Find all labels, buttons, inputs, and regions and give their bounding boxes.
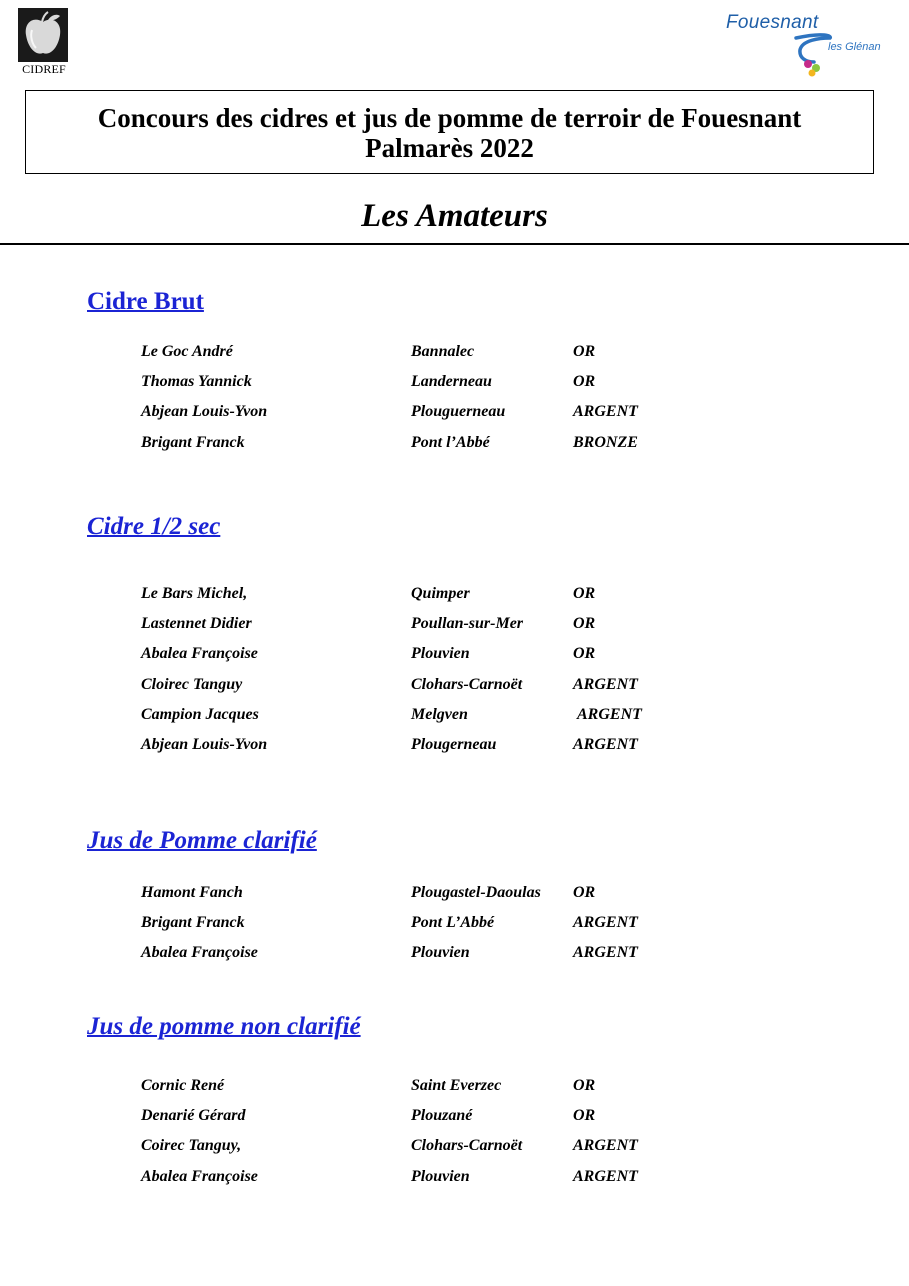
section-title: Cidre 1/2 sec (87, 513, 221, 540)
entry-award: ARGENT (573, 1137, 638, 1155)
entry-town: Plouzané (411, 1107, 473, 1125)
entry-name: Abalea Françoise (141, 645, 258, 663)
entry-town: Plouvien (411, 1167, 470, 1185)
entry-town: Clohars-Carnoët (411, 675, 523, 693)
section-title: Jus de pomme non clarifié (87, 1013, 361, 1040)
section-cidre-demi-sec (87, 512, 887, 753)
page-title: Concours des cidres et jus de pomme de terroir de Fouesnant (97, 103, 802, 133)
entry-award: OR (573, 645, 596, 663)
entry-award: OR (573, 585, 596, 602)
glenan-label: les Glénan (828, 41, 881, 53)
entry-award: ARGENT (573, 944, 638, 962)
entry-town: Melgven (411, 705, 468, 723)
entry-name: Brigant Franck (141, 914, 245, 932)
page-year: Palmarès 2022 (365, 133, 534, 163)
section-jus-clarifie (87, 826, 887, 962)
page-subtitle: Les Amateurs (361, 198, 548, 234)
entry-name: Cloirec Tanguy (141, 675, 243, 693)
entry-town: Poullan-sur-Mer (411, 615, 524, 633)
entry-name: Denarié Gérard (141, 1107, 246, 1125)
fouesnant-logo (724, 12, 904, 78)
divider (0, 243, 909, 245)
entry-name: Coirec Tanguy, (141, 1137, 242, 1155)
entry-name: Le Bars Michel, (141, 585, 248, 602)
entry-award: ARGENT (573, 1167, 638, 1185)
entry-name: Hamont Fanch (141, 884, 243, 901)
entry-town: Bannalec (411, 343, 475, 360)
entry-town: Clohars-Carnoët (411, 1137, 523, 1155)
entry-name: Campion Jacques (141, 705, 259, 723)
entry-name: Abjean Louis-Yvon (141, 735, 268, 753)
entry-award: OR (573, 615, 596, 633)
entry-town: Plouguerneau (411, 403, 506, 421)
apple-icon (18, 8, 68, 62)
section-cidre-brut (87, 287, 887, 451)
entry-town: Saint Everzec (411, 1077, 502, 1094)
section-jus-non-clarifie (87, 1012, 887, 1185)
entry-town: Pont L’Abbé (411, 914, 495, 932)
entry-name: Le Goc André (141, 343, 233, 360)
swirl-icon (794, 32, 834, 78)
entry-town: Plouvien (411, 645, 470, 663)
entry-name: Cornic René (141, 1077, 225, 1094)
entry-town: Plougerneau (411, 735, 497, 753)
entry-name: Abalea Françoise (141, 1167, 258, 1185)
fouesnant-label: Fouesnant (726, 12, 819, 33)
entry-town: Landerneau (411, 373, 492, 391)
entry-award: ARGENT (573, 735, 638, 753)
section-title: Cidre Brut (87, 288, 204, 315)
entry-award: OR (573, 884, 596, 901)
entry-award: OR (573, 1107, 596, 1125)
entry-award: ARGENT (577, 705, 642, 723)
entry-name: Brigant Franck (141, 433, 245, 451)
entry-name: Lastennet Didier (141, 615, 252, 633)
entry-award: OR (573, 343, 596, 360)
section-title: Jus de Pomme clarifié (87, 827, 317, 854)
entry-town: Quimper (411, 585, 470, 602)
entry-award: ARGENT (573, 403, 638, 421)
entry-award: ARGENT (573, 914, 638, 932)
cidref-label: CIDREF (22, 62, 66, 76)
entry-award: OR (573, 373, 596, 391)
cidref-logo (16, 6, 72, 76)
entry-town: Plouvien (411, 944, 470, 962)
entry-name: Thomas Yannick (141, 373, 252, 391)
entry-town: Pont l’Abbé (411, 433, 490, 451)
entry-award: BRONZE (573, 433, 638, 451)
entry-award: ARGENT (573, 675, 638, 693)
entry-award: OR (573, 1077, 596, 1094)
title-box (25, 90, 874, 174)
entry-town: Plougastel-Daoulas (411, 884, 541, 901)
entry-name: Abjean Louis-Yvon (141, 403, 268, 421)
entry-name: Abalea Françoise (141, 944, 258, 962)
